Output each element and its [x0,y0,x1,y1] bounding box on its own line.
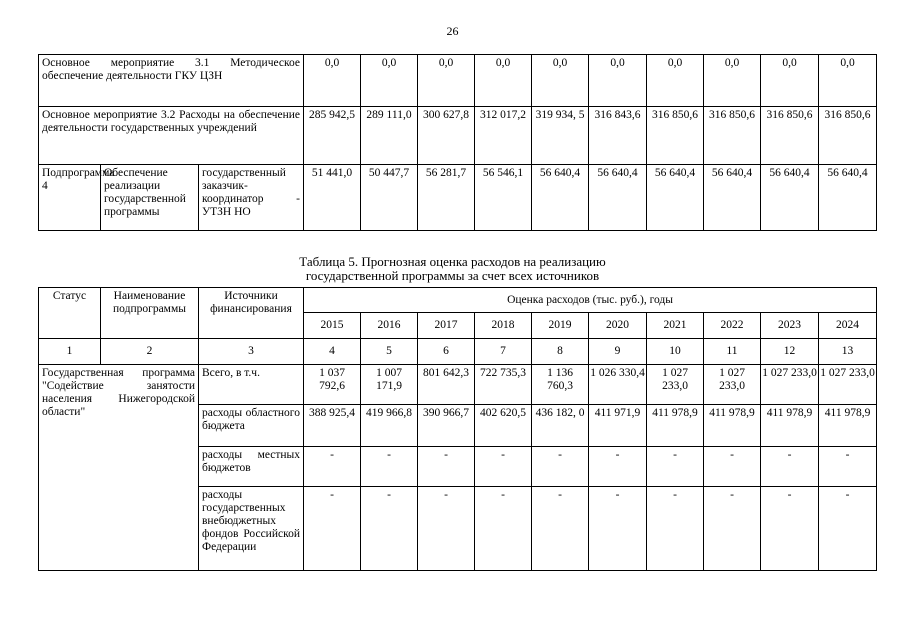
year-header: 2018 [475,313,532,339]
value-cell: - [647,447,704,487]
value-cell: - [361,487,418,571]
caption-line-1: Таблица 5. Прогнозная оценка расходов на реализацию [299,254,606,269]
column-number: 10 [647,339,704,365]
activity-label: Основное мероприятие 3.1 Методическое обеспечение деятельности ГКУ ЦЗН [39,55,304,107]
source-cell: расходы областного бюджета [199,405,304,447]
column-number: 2 [101,339,199,365]
column-number: 9 [589,339,647,365]
value-cell: - [418,487,475,571]
value-cell: 0,0 [361,55,418,107]
value-cell: - [819,487,877,571]
value-cell: 388 925,4 [304,405,361,447]
value-cell: 0,0 [647,55,704,107]
value-cell: - [761,447,819,487]
value-cell: - [704,447,761,487]
value-cell: - [647,487,704,571]
value-cell: 300 627,8 [418,107,475,165]
year-header: 2015 [304,313,361,339]
column-number: 3 [199,339,304,365]
table-row [39,365,877,405]
header-source: Источники финансирования [199,288,304,339]
value-cell: 411 978,9 [647,405,704,447]
value-cell: 56 640,4 [647,165,704,231]
activity-label: Основное мероприятие 3.2 Расходы на обеспечение деятельности государственных учреждений [39,107,304,165]
value-cell: 1 027 233,0 [761,365,819,405]
year-header: 2020 [589,313,647,339]
value-cell: 56 640,4 [761,165,819,231]
top-table [38,54,877,231]
caption-line-2: государственной программы за счет всех источников [305,268,600,283]
column-number: 11 [704,339,761,365]
value-cell: - [589,447,647,487]
value-cell: 0,0 [475,55,532,107]
value-cell: 0,0 [819,55,877,107]
value-cell: - [304,487,361,571]
value-cell: 390 966,7 [418,405,475,447]
subprogram-source: государственный заказчик-координатор - УТЗН НО [199,165,304,231]
value-cell: 1 037 792,6 [304,365,361,405]
program-label: Государственная программа "Содействие занятости населения Нижегородской области" [39,365,199,571]
source-cell: расходы местных бюджетов [199,447,304,487]
page-number: 26 [446,24,459,38]
header-name: Наименование подпрограммы [101,288,199,339]
column-number: 13 [819,339,877,365]
value-cell: 436 182, 0 [532,405,589,447]
value-cell: 1 027 233,0 [647,365,704,405]
forecast-table [38,287,877,571]
value-cell: - [532,487,589,571]
year-header: 2017 [418,313,475,339]
column-number: 6 [418,339,475,365]
value-cell: 411 978,9 [819,405,877,447]
year-header: 2024 [819,313,877,339]
subprogram-name: Обеспечение реализации государственной программы [101,165,199,231]
table-row [39,55,877,107]
value-cell: 316 850,6 [819,107,877,165]
value-cell: 801 642,3 [418,365,475,405]
value-cell: - [361,447,418,487]
value-cell: 722 735,3 [475,365,532,405]
value-cell: - [761,487,819,571]
value-cell: 1 007 171,9 [361,365,418,405]
value-cell: 316 843,6 [589,107,647,165]
source-cell: расходы государственных внебюджетных фондов Российской Федерации [199,487,304,571]
value-cell: 0,0 [589,55,647,107]
value-cell: 56 640,4 [532,165,589,231]
value-cell: 56 546,1 [475,165,532,231]
value-cell: - [589,487,647,571]
value-cell: 1 136 760,3 [532,365,589,405]
value-cell: 316 850,6 [647,107,704,165]
value-cell: 51 441,0 [304,165,361,231]
value-cell: 402 620,5 [475,405,532,447]
value-cell: 411 971,9 [589,405,647,447]
value-cell: - [304,447,361,487]
value-cell: 1 027 233,0 [704,365,761,405]
value-cell: 56 640,4 [704,165,761,231]
value-cell: 0,0 [304,55,361,107]
value-cell: - [418,447,475,487]
source-cell: Всего, в т.ч. [199,365,304,405]
value-cell: 1 026 330,4 [589,365,647,405]
value-cell: - [819,447,877,487]
table-row [39,165,877,231]
table-row [39,107,877,165]
value-cell: 50 447,7 [361,165,418,231]
value-cell: 1 027 233,0 [819,365,877,405]
column-number: 1 [39,339,101,365]
value-cell: 0,0 [704,55,761,107]
value-cell: 289 111,0 [361,107,418,165]
value-cell: 316 850,6 [761,107,819,165]
value-cell: - [475,447,532,487]
value-cell: - [704,487,761,571]
value-cell: 56 640,4 [589,165,647,231]
header-estimate: Оценка расходов (тыс. руб.), годы [304,288,877,313]
value-cell: 285 942,5 [304,107,361,165]
column-number: 12 [761,339,819,365]
value-cell: 0,0 [532,55,589,107]
column-number: 4 [304,339,361,365]
column-number: 5 [361,339,418,365]
value-cell: 419 966,8 [361,405,418,447]
value-cell: 411 978,9 [761,405,819,447]
value-cell: 56 640,4 [819,165,877,231]
value-cell: 0,0 [418,55,475,107]
value-cell: - [475,487,532,571]
value-cell: 319 934, 5 [532,107,589,165]
value-cell: 316 850,6 [704,107,761,165]
year-header: 2019 [532,313,589,339]
year-header: 2021 [647,313,704,339]
column-number: 7 [475,339,532,365]
value-cell: 0,0 [761,55,819,107]
subprogram-status: Подпрограмма 4 [39,165,101,231]
year-header: 2016 [361,313,418,339]
table-caption [0,255,905,283]
value-cell: - [532,447,589,487]
column-number: 8 [532,339,589,365]
header-status: Статус [39,288,101,339]
value-cell: 56 281,7 [418,165,475,231]
year-header: 2022 [704,313,761,339]
value-cell: 411 978,9 [704,405,761,447]
value-cell: 312 017,2 [475,107,532,165]
year-header: 2023 [761,313,819,339]
